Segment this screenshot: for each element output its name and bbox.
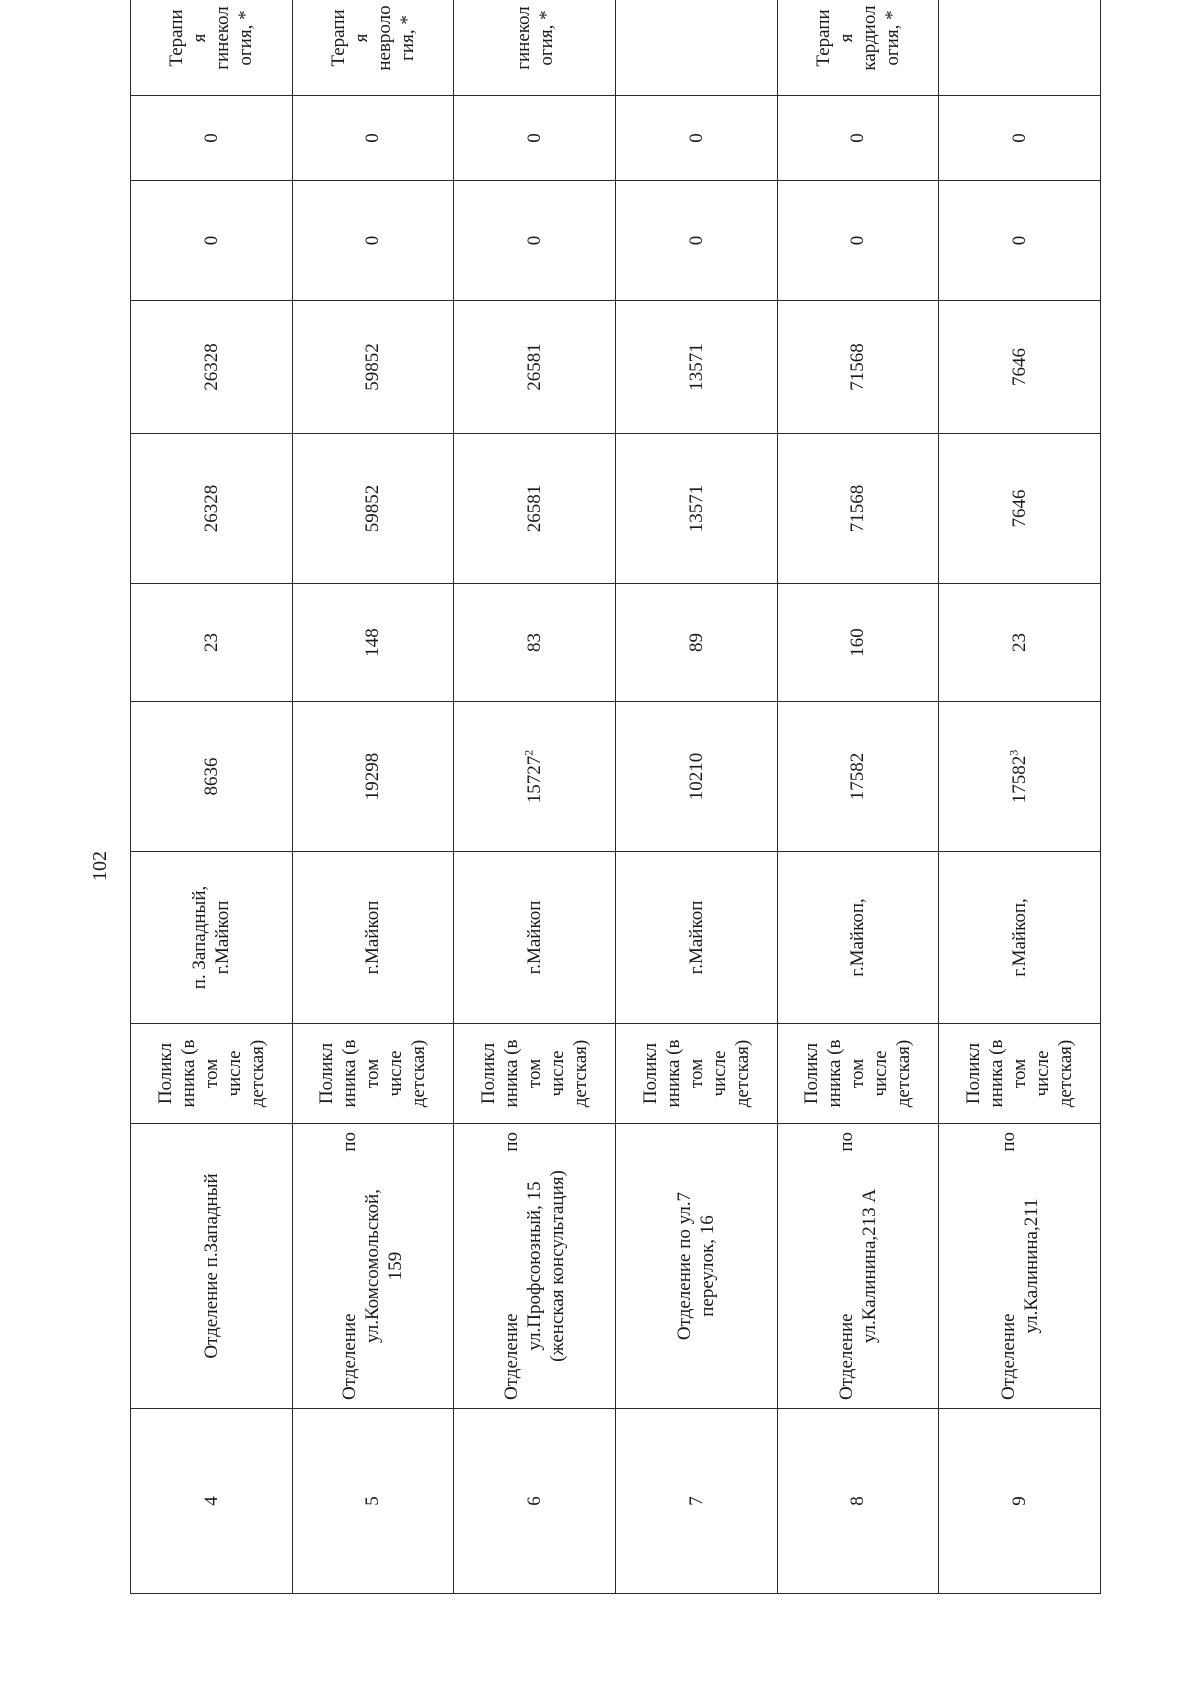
profile: Терапи я невроло гия, * xyxy=(292,0,454,96)
capacity: 10210 xyxy=(615,702,777,852)
facilities-table xyxy=(130,0,1101,1594)
dept-address: ул.Комсомольской, 159 xyxy=(362,1189,407,1343)
value-c6: 26328 xyxy=(131,434,293,584)
value-c7: 59852 xyxy=(292,301,454,434)
location: г.Майкоп xyxy=(615,852,777,1024)
dept-word: по xyxy=(501,1132,523,1152)
profile xyxy=(939,0,1101,96)
value-c6: 71568 xyxy=(777,434,939,584)
value-c7: 26328 xyxy=(131,301,293,434)
value-c7: 26581 xyxy=(454,301,616,434)
value-c9: 0 xyxy=(615,96,777,181)
row-number: 4 xyxy=(131,1409,293,1594)
dept-word: по xyxy=(997,1132,1019,1152)
value-c9: 0 xyxy=(939,96,1101,181)
profile xyxy=(615,0,777,96)
table-row xyxy=(292,0,454,1594)
dept-word: Отделение xyxy=(997,1313,1019,1400)
department-name xyxy=(777,1124,939,1409)
table-row xyxy=(939,0,1101,1594)
capacity: 17582 xyxy=(777,702,939,852)
location: г.Майкоп, xyxy=(777,852,939,1024)
row-number: 9 xyxy=(939,1409,1101,1594)
facility-type: Поликл иника (в том числе детская) xyxy=(615,1024,777,1124)
row-number: 8 xyxy=(777,1409,939,1594)
value-c8: 0 xyxy=(615,181,777,301)
facility-type: Поликл иника (в том числе детская) xyxy=(939,1024,1101,1124)
dept-address: ул.Профсоюзный, 15 (женская консультация) xyxy=(524,1170,569,1362)
capacity: 15727$^2$ xyxy=(454,702,616,852)
location: п. Западный, г.Майкоп xyxy=(131,852,293,1024)
value-c7: 7646 xyxy=(939,301,1101,434)
page-number: 102 xyxy=(89,851,111,881)
dept-address: ул.Калинина,213 А xyxy=(858,1188,880,1344)
value-c9: 0 xyxy=(292,96,454,181)
location: г.Майкоп xyxy=(454,852,616,1024)
value-c9: 0 xyxy=(777,96,939,181)
value-c6: 13571 xyxy=(615,434,777,584)
value-c5: 83 xyxy=(454,584,616,702)
value-c6: 7646 xyxy=(939,434,1101,584)
value-c8: 0 xyxy=(939,181,1101,301)
department-name xyxy=(939,1124,1101,1409)
facility-type: Поликл иника (в том числе детская) xyxy=(454,1024,616,1124)
department-name xyxy=(615,1124,777,1409)
profile: Терапи я кардиол огия, * xyxy=(777,0,939,96)
dept-address: переулок, 16 xyxy=(697,1215,719,1317)
row-number: 6 xyxy=(454,1409,616,1594)
value-c9: 0 xyxy=(454,96,616,181)
profile: гинекол огия, * xyxy=(454,0,616,96)
dept-address: ул.Калинина,211 xyxy=(1020,1198,1042,1334)
footnote-mark: 2 xyxy=(521,749,536,756)
table-row xyxy=(777,0,939,1594)
footnote-mark: 3 xyxy=(1006,749,1021,756)
rotated-table-frame xyxy=(130,5,1100,1594)
capacity: 17582$^3$ xyxy=(939,702,1101,852)
dept-word: по xyxy=(835,1132,857,1152)
facility-type: Поликл иника (в том числе детская) xyxy=(292,1024,454,1124)
value-c5: 160 xyxy=(777,584,939,702)
value-c6: 26581 xyxy=(454,434,616,584)
location: г.Майкоп, xyxy=(939,852,1101,1024)
value-c8: 0 xyxy=(292,181,454,301)
capacity: 8636 xyxy=(131,702,293,852)
value-c7: 71568 xyxy=(777,301,939,434)
value-c7: 13571 xyxy=(615,301,777,434)
value-c8: 0 xyxy=(131,181,293,301)
facility-type: Поликл иника (в том числе детская) xyxy=(777,1024,939,1124)
value-c5: 89 xyxy=(615,584,777,702)
row-number: 7 xyxy=(615,1409,777,1594)
department-name xyxy=(131,1124,293,1409)
value-c6: 59852 xyxy=(292,434,454,584)
table-row xyxy=(454,0,616,1594)
dept-word: по xyxy=(339,1132,361,1152)
table-row xyxy=(615,0,777,1594)
value-c5: 23 xyxy=(131,584,293,702)
dept-word: Отделение xyxy=(501,1313,523,1400)
facility-type: Поликл иника (в том числе детская) xyxy=(131,1024,293,1124)
value-c5: 148 xyxy=(292,584,454,702)
location: г.Майкоп xyxy=(292,852,454,1024)
dept-word: Отделение xyxy=(835,1313,857,1400)
department-name xyxy=(292,1124,454,1409)
value-c8: 0 xyxy=(454,181,616,301)
dept-title: Отделение по ул.7 xyxy=(674,1191,696,1341)
value-c5: 23 xyxy=(939,584,1101,702)
row-number: 5 xyxy=(292,1409,454,1594)
capacity: 19298 xyxy=(292,702,454,852)
profile: Терапи я гинекол огия, * xyxy=(131,0,293,96)
value-c9: 0 xyxy=(131,96,293,181)
department-name xyxy=(454,1124,616,1409)
dept-word: Отделение xyxy=(339,1313,361,1400)
value-c8: 0 xyxy=(777,181,939,301)
dept-title: Отделение п.Западный xyxy=(200,1173,222,1359)
table-row xyxy=(131,0,293,1594)
